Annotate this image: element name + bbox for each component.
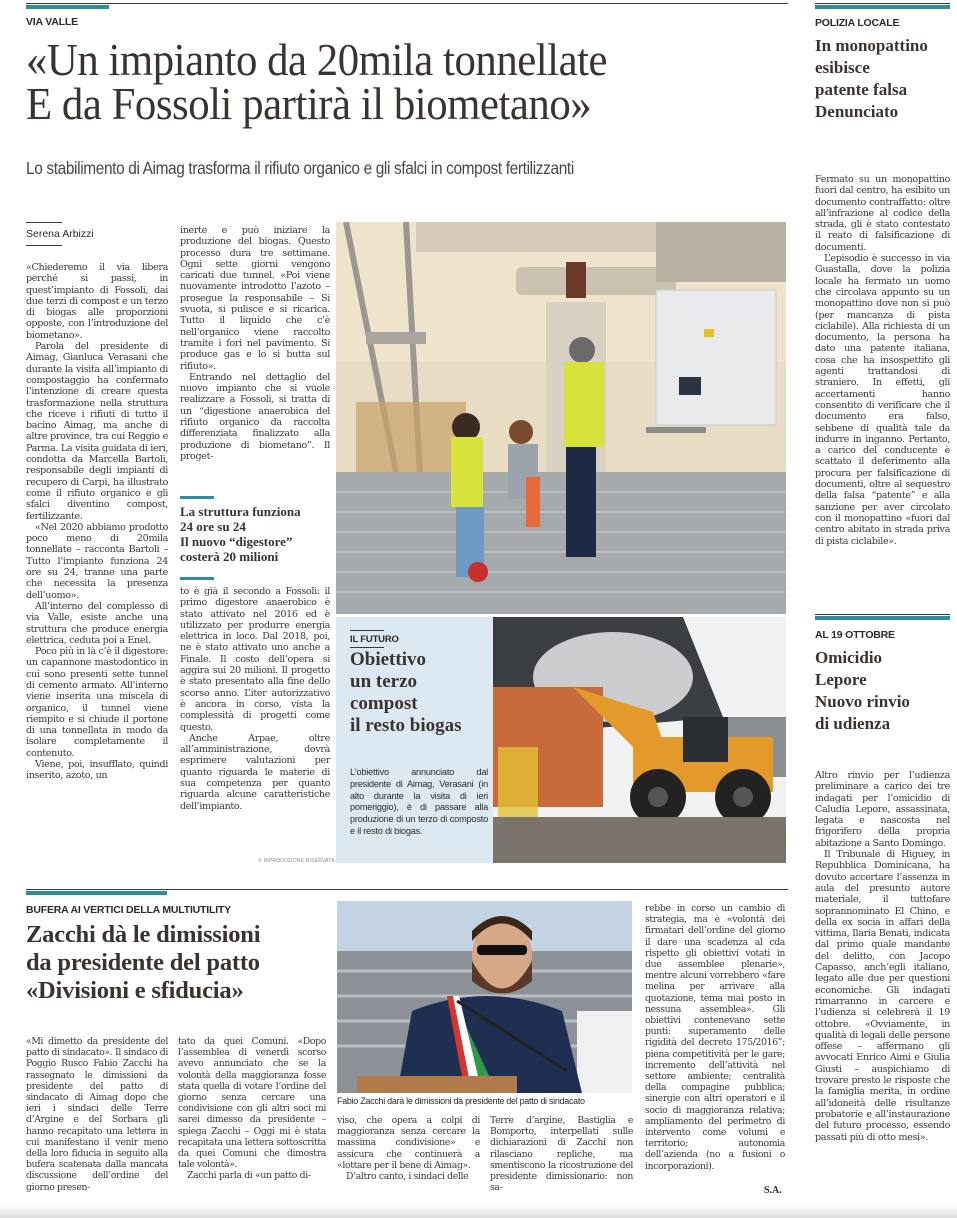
paragraph: Anche Arpae, oltre all’amministrazione, dovrà esprimere valutazioni per quanto riguarda le materie di sua competenza per quanto riguarda alcune caratteristiche dell’impianto.	[180, 732, 330, 812]
plant-visit-illustration	[336, 222, 786, 614]
zacchi-top-accent	[26, 891, 167, 895]
pullquote-line: La struttura funziona	[180, 504, 301, 519]
wheel-loader-illustration	[493, 617, 786, 863]
main-column-1	[26, 262, 168, 782]
paragraph: Viene, poi, insufflato, quindi inserito, azoto, un	[26, 759, 168, 782]
zacchi-column-5	[645, 903, 785, 1172]
paragraph: viso, che opera a colpi di maggioranza senza cercare la massima condivisione» e assicura che continuerà a «lottare per il bene di Aimag».	[337, 1115, 480, 1171]
zacchi-kicker: BUFERA AI VERTICI DELLA MULTIUTILITY	[26, 904, 231, 916]
top-accent-bar	[26, 5, 109, 9]
police-headline-line: patente falsa	[815, 80, 908, 99]
copyright-notice: © RIPRODUZIONE RISERVATA	[258, 858, 335, 864]
pullquote-rule-top	[180, 496, 214, 499]
paragraph: rebbe in corso un cambio di strategia, ma è «volontà dei firmatari dell’ordine del giorno il dare una scadenza al cda rispetto gli obiettivi votati in due assemblee plenarie», mentre alcuni vorrebbero «fare melina per arrivare alla quotazione, tema mai posto in nessuna assemblea». Gli obiettivi contenevano sette punti: superamento delle rigidità del decreto 175/2016”; piena competitività per le gare; incremento dell’attività nel settore ambiente; centralità della compagine pubblica; sinergie con altri operatori e il socio di maggioranza relativa; ampliamento del perimetro di intervento come volumi e territorio; autonomia dell’azienda (no a fusioni o incorporazioni).	[645, 903, 785, 1172]
author-signature: S.A.	[764, 1185, 782, 1196]
zacchi-column-3	[337, 1115, 480, 1182]
paragraph: tato da quei Comuni. «Dopo l’assemblea di venerdì scorso avevo annunciato che se la volontà della maggioranza fosse stata quella di votare l’ordine del giorno senza cercare una condivisione con gli altri soci mi sarei dimesso da presidente – spiega Zacchi – Oggi mi è stata recapitata una lettera sottoscritta da quei Comuni che dimostra tale volontà».	[178, 1036, 326, 1171]
main-column-2-top	[180, 225, 330, 462]
main-headline-line2: E da Fossoli partirà il biometano»	[26, 78, 592, 129]
paragraph: inerte e può iniziare la produzione del biogas. Questo processo dura tre settimane. Ogni sette giorni vengono caricati due tunnel. «Poi viene nuovamente introdotto l’azoto – prosegue la responsabile – Si svuota, si pulisce e si ricarica. Tutto il liquido che c’è nell’organico viene raccolto tramite i fori nel pavimento. Si produce gas e lo si butta sul rifiuto».	[180, 225, 330, 372]
photo-fabio-zacchi	[337, 901, 632, 1093]
zacchi-column-2	[178, 1036, 326, 1182]
lepore-top-rule	[815, 614, 950, 615]
photo-plant-visit	[336, 222, 786, 614]
infobox-text: L'obiettivo annunciato dal presidente di Aimag, Verasani (in alto durante la visita di ieri pomeriggio), è di passare alla produzione di un terzo di composto e il resto di biogas.	[350, 767, 488, 836]
zacchi-headline-line: «Divisioni e sfiducia»	[26, 977, 244, 1004]
byline-rule-bottom	[26, 245, 62, 246]
top-rule	[26, 3, 788, 4]
police-kicker: POLIZIA LOCALE	[815, 17, 900, 29]
pullquote	[180, 504, 330, 564]
paragraph: Entrando nel dettaglio del nuovo impianto che si vuole realizzare a Fossoli, si tratta di un “digestione anaerobica del rifiuto organico da raccolta differenziata finalizzato alla produzione di biometano”. Il proget-	[180, 371, 330, 462]
main-headline	[26, 34, 742, 129]
main-subheadline: Lo stabilimento di Aimag trasforma il rifiuto organico e gli sfalci in compost fertilizzanti	[26, 158, 574, 178]
page-bottom-edge	[0, 1205, 957, 1218]
lepore-headline-line: Omicidio	[815, 648, 883, 667]
infobox-il-futuro	[336, 617, 493, 863]
pullquote-line: costerà 20 milioni	[180, 549, 279, 564]
infobox-headline-line: un terzo	[350, 671, 418, 692]
paragraph: Altro rinvio per l’udienza preliminare a carico dei tre indagati per l’omicidio di Caludia Lepore, assassinata, legata e nascosta nel frigorifero della propria abitazione a Santo Domingo.	[815, 770, 950, 849]
lepore-article-body	[815, 770, 950, 1143]
paragraph: Terre d’argine, Bastiglia e Bomporto, interpellati sulle dichiarazioni di Zacchi non rilasciano repliche, ma smentiscono la ricostruzione del presidente dimissionario: non sa-	[490, 1115, 633, 1194]
byline: Serena Arbizzi	[26, 228, 94, 240]
police-headline	[815, 35, 950, 123]
main-headline-line1: «Un impianto da 20mila tonnellate	[26, 34, 608, 85]
zacchi-headline	[26, 921, 326, 1005]
paragraph: All’interno del complesso di via Valle, esiste anche una struttura che produce energia elettrica, ceduta poi a Enel.	[26, 600, 168, 646]
zacchi-top-rule	[26, 889, 788, 890]
police-headline-line: esibisce	[815, 58, 870, 77]
lepore-headline-line: Lepore	[815, 670, 867, 689]
paragraph: Parola del presidente di Aimag, Gianluca Verasani che durante la visita all’impianto di compostaggio ha confermato l’intenzione di creare questa trasformazione nella struttura che riceve i rifiuti di tutto il bacino Aimag, ma anche di altre province, tra cui Reggio e Parma. La visita guidata di ieri, condotta da Marcella Bartoli, responsabile degli impianti di recupero di Carpi, ha illustrato come il rifiuto organico e gli sfalci diventino compost, fertilizzante.	[26, 341, 168, 522]
paragraph: Zacchi parla di «un patto di-	[187, 1170, 311, 1182]
infobox-headline-line: compost	[350, 693, 418, 714]
zacchi-portrait-illustration	[337, 901, 632, 1093]
lepore-headline	[815, 647, 950, 735]
lepore-top-accent	[815, 616, 950, 620]
police-headline-line: In monopattino	[815, 36, 928, 55]
pullquote-rule-bottom	[180, 577, 214, 580]
lepore-headline-line: di udienza	[815, 714, 891, 733]
photo-caption: Fabio Zacchi darà le dimissioni da presidente del patto di sindacato	[337, 1096, 585, 1106]
byline-rule-top	[26, 222, 62, 223]
main-column-2-bottom	[180, 586, 330, 812]
lepore-kicker: AL 19 OTTOBRE	[815, 629, 895, 641]
infobox-rule-top	[350, 630, 384, 631]
paragraph: Fermato su un monopattino fuori dal centro, ha esibito un documento contraffatto: oltre all’infrazione al codice della strada, gli è stato contestato il reato di falsificazione di documenti.	[815, 174, 950, 253]
zacchi-headline-line: Zacchi dà le dimissioni	[26, 921, 261, 948]
infobox-headline-line: il resto biogas	[350, 715, 462, 736]
paragraph: «Mi dimetto da presidente del patto di sindacato». Il sindaco di Poggio Rusco Fabio Zacchi ha rassegnato le dimissioni da presidente del patto di sindacato di Aimag dopo che ieri i sindaci delle Terre d’Argine e del Sorbara gli hanno recapitato una lettera in cui manifestano il venir meno della loro fiducia in seguito alla bufera scatenata dalla mancata discussione dell’ordine del giorno presen-	[26, 1036, 168, 1193]
main-kicker: VIA VALLE	[26, 16, 78, 28]
sidebar-top-accent	[815, 5, 950, 9]
police-headline-line: Denunciato	[815, 102, 899, 121]
zacchi-headline-line: da presidente del patto	[26, 949, 260, 976]
paragraph: «Nel 2020 abbiamo prodotto poco meno di 20mila tonnellate – racconta Bartoli – Tutto l’impianto funziona 24 ore su 24, tranne una parte che necessita la presenza dell’uomo».	[26, 521, 168, 601]
sidebar-top-rule	[815, 3, 950, 4]
lepore-headline-line: Nuovo rinvio	[815, 692, 910, 711]
infobox-headline-line: Obiettivo	[350, 649, 426, 670]
paragraph: L’episodio è successo in via Guastalla, dove la polizia locale ha fermato un uomo che circolava appunto su un monopattino dove non si può (per mancanza di pista ciclabile). Alla richiesta di un documento, la persona ha dato una patente italiana, cosa che ha insospettito gli agenti trattandosi di straniero. In effetti, gli accertamenti hanno consentito di verificare che il documento era falso, sebbene di qualità tale da indurre in inganno. Pertanto, a carico del conducente è scattato il deferimento alla procura per falsificazione di documenti, oltre al sequestro della falsa “patente” e alla sanzione per aver circolato con il monopattino «fuori dal centro abitato in strada priva di pista ciclabile».	[815, 253, 950, 547]
pullquote-line: Il nuovo “digestore”	[180, 534, 293, 549]
infobox-kicker: IL FUTURO	[350, 634, 399, 645]
pullquote-line: 24 ore su 24	[180, 519, 246, 534]
paragraph: «Chiederemo il via libera perché si passi, in quest’impianto di Fossoli, dai due terzi di compost e un terzo di biogas alle proporzioni opposte, con l’introduzione del biometano».	[26, 262, 168, 341]
zacchi-column-4	[490, 1115, 633, 1193]
paragraph: Il Tribunale di Higuey, in Repubblica Dominicana, ha dovuto accertare l’assenza in aula del presunto autore materiale, il tuttofare soprannominato El Chino, e della ex socia in affari della vittima, Ilaria Benati, indicata dal primo quale mandante del delitto, con Jacopo Capasso, anch’egli italiano, legato alle due per questioni economiche. Gli indagati rimarranno in carcere e l’udienza si celebrerà il 19 ottobre. «Ovviamente, in qualità di legali delle persone offese – affermano gli avvocati Enrico Aimi e Giulia Giusti – auspichiamo di trovare presto le risposte che la famiglia merita, in ordine all’idoneità delle risultanze probatorie e all’instaurazione del futuro processo, essendo passati più di otto mesi».	[815, 849, 950, 1143]
paragraph: Poco più in là c’è il digestore: un capannone mastodontico in cui sono presenti sette tunnel di cemento armato. All’interno viene inserita una miscela di organico, il tunnel viene riempito e si chiude il portone di una tonnellata in modo da isolare completamente il contenuto.	[26, 646, 168, 759]
paragraph: to è già il secondo a Fossoli: il primo digestore anaerobico è stato attivato nel 2016 ed è utilizzato per produrre energia elettrica in loco. Dal 2018, poi, ne è stato attivato uno anche a Finale. Il costo dell’opera si aggira sui 20 milioni. Il progetto è stato presentato alla fine dello scorso anno. L’iter autorizzativo è ancora in corso, vista la complessità di progetti come questo.	[180, 586, 330, 733]
zacchi-column-1	[26, 1036, 168, 1193]
photo-wheel-loader	[493, 617, 786, 863]
paragraph: D’altro canto, i sindaci delle	[346, 1171, 469, 1183]
police-article-body	[815, 174, 950, 547]
infobox-rule-bottom	[350, 647, 384, 648]
infobox-headline	[350, 649, 490, 737]
